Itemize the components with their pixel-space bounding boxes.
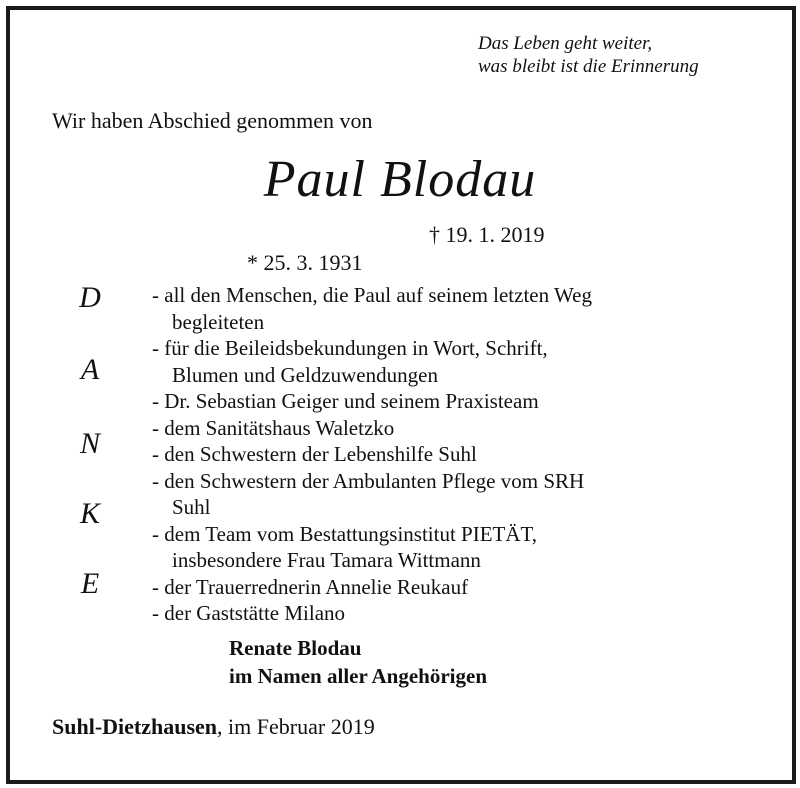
thanks-line: - all den Menschen, die Paul auf seinem letzten Weg bbox=[152, 283, 592, 307]
thanks-line: begleiteten bbox=[172, 309, 265, 334]
danke-letter: D bbox=[79, 281, 101, 314]
deceased-name: Paul Blodau bbox=[263, 151, 537, 208]
birth-date: * 25. 3. 1931 bbox=[247, 250, 363, 275]
thanks-line: insbesondere Frau Tamara Wittmann bbox=[172, 548, 481, 572]
death-date: † 19. 1. 2019 bbox=[429, 222, 545, 247]
danke-letter: N bbox=[79, 427, 100, 460]
thanks-line: - dem Team vom Bestattungsinstitut PIETÄT, bbox=[152, 521, 538, 546]
danke-letter: A bbox=[80, 353, 100, 386]
thanks-line: - den Schwestern der Lebenshilfe Suhl bbox=[152, 442, 477, 466]
place-town: Suhl-Dietzhausen bbox=[52, 714, 218, 739]
thanks-line: - dem Sanitätshaus Waletzko bbox=[152, 415, 395, 440]
thanks-list bbox=[152, 282, 592, 627]
place-date-text: , im Februar 2019 bbox=[217, 714, 375, 739]
thanks-line: Suhl bbox=[172, 495, 211, 519]
thanks-line: - den Schwestern der Ambulanten Pflege vom SRH bbox=[152, 468, 585, 493]
motto-line-1: Das Leben geht weiter, bbox=[478, 33, 653, 54]
signature-note: im Namen aller Angehörigen bbox=[229, 664, 488, 688]
danke-letter: K bbox=[79, 497, 100, 530]
place-date bbox=[52, 713, 375, 741]
thanks-line: - der Gaststätte Milano bbox=[152, 601, 346, 625]
thanks-line: Blumen und Geldzuwendungen bbox=[172, 362, 438, 387]
motto bbox=[478, 32, 778, 78]
danke-letter: E bbox=[80, 567, 100, 600]
signature-name: Renate Blodau bbox=[229, 636, 362, 660]
thanks-line: - der Trauerrednerin Annelie Reukauf bbox=[152, 574, 469, 599]
intro-text: Wir haben Abschied genommen von bbox=[52, 108, 373, 133]
motto-line-2: was bleibt ist die Erinnerung bbox=[478, 56, 699, 77]
thanks-line: - Dr. Sebastian Geiger und seinem Praxisteam bbox=[152, 389, 539, 413]
signature bbox=[229, 634, 487, 690]
thanks-line: - für die Beileidsbekundungen in Wort, Schrift, bbox=[152, 336, 548, 360]
